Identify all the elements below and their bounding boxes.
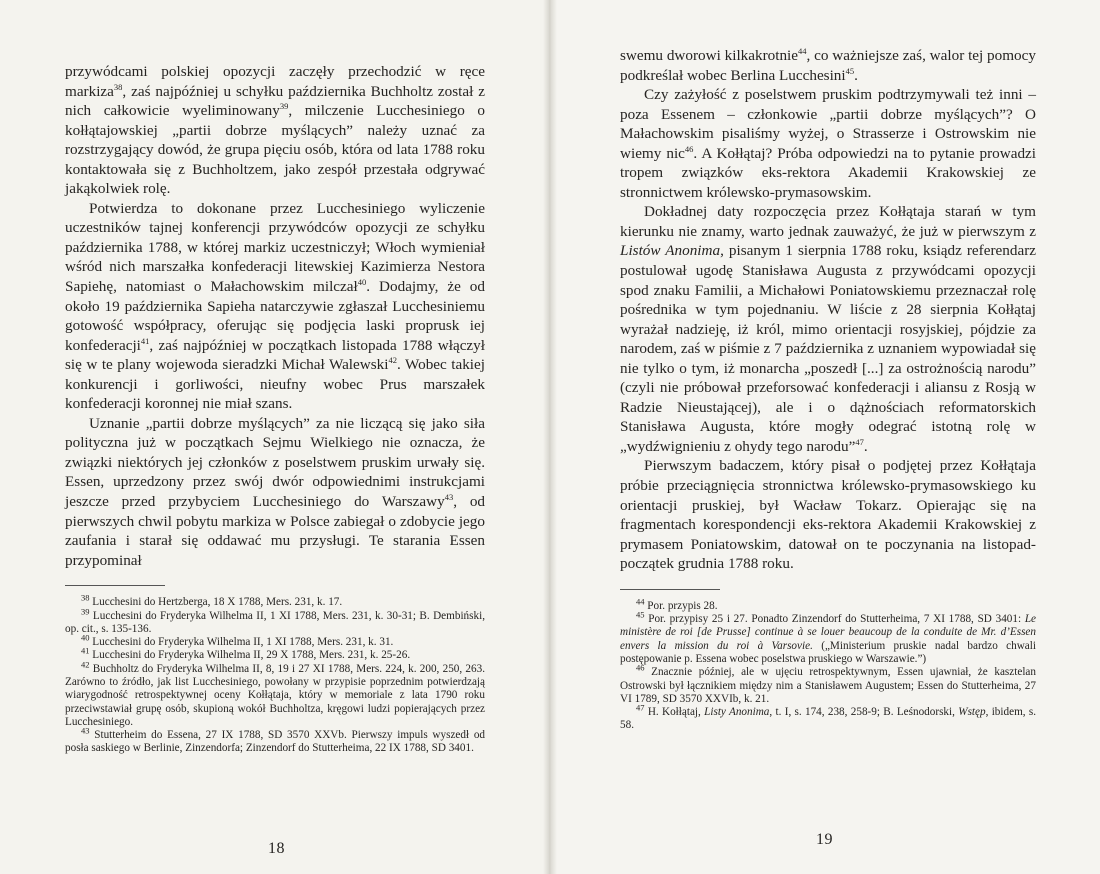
right-page xyxy=(550,0,1100,874)
body-paragraph: przywódcami polskiej opozycji zaczęły przechodzić w ręce markiza$^{38}$, zaś najpóźniej u schyłku października Buchholtz został z nich całkowicie wyeliminowany$^{39}$, milczenie Lucchesiniego o kołłątajowskiej „partii dobrze myślących” należy uznać za rozstrzygający dowód, że grupa pięciu osób, która od lata 1788 roku kontaktowała się z Buchholtzem, jako zespół przestała odgrywać jakąkolwiek rolę. xyxy=(65,63,485,198)
footnote: $^{44}$ Por. przypis 28. xyxy=(636,596,718,612)
footnote: $^{46}$ Znacznie później, ale w ujęciu retrospektywnym, Essen ujawniał, że kasztelan Ostrowski był łącznikiem między nim a Stanisławem Augustem; Essen do Stutterheima, 27 VI 1789, SD 3570 XXVIb, k. 21. xyxy=(620,662,1036,705)
body-paragraph: Potwierdza to dokonane przez Lucchesiniego wyliczenie uczestników tajnej konferencji przywódców opozycji ze schyłku października 1788, w której markiz uczestniczył; Włoch wymieniał wśród nich marszałka konfederacji litewskiej Kazimierza Nestora Sapiehę, natomiast o Małachowskim milczał$^{40}$. Dodajmy, że od około 19 października Sapieha natarczywie zgłaszał Lucchesiniemu gotowość współpracy, oferując się podjęcia laski proprusk iej konfederacji$^{41}$, zaś najpóźniej w początkach listopada 1788 włączył się w te plany wojewoda sieradzki Michał Walewski$^{42}$. Wobec takiej konkurencji i gorliwości, nieufny wobec Prus marszałek konfederacji koronnej nie miał szans. xyxy=(65,199,485,413)
body-paragraph: Pierwszym badaczem, który pisał o podjętej przez Kołłątaja próbie przeciągnięcia stronnictwa królewsko-prymasowskiego ku orientacji pruskiej, był Wacław Tokarz. Opierając się na fragmentach korespondencji eks-rektora Akademii Krakowskiej z prymasem Poniatowskim, datował on te poczynania na listopad-początek grudnia 1788 roku. xyxy=(620,457,1036,573)
footnote-divider xyxy=(65,585,165,586)
footnote: $^{45}$ Por. przypisy 25 i 27. Ponadto Zinzendorf do Stutterheima, 7 XI 1788, SD 3401: Le ministère de roi [de Prusse] continue à se louer beaucoup de la conduite de Mr. d’Essen envers la mission du roi à Varsovie. („Ministerium pruskie nadal bardzo chwali postępowanie p. Essena wobec poselstwa pruskiego w Warszawie.”) xyxy=(620,609,1037,665)
footnote: $^{38}$ Lucchesini do Hertzberga, 18 X 1788, Mers. 231, k. 17. xyxy=(81,592,343,609)
footnote-ref: 38 xyxy=(113,81,123,92)
footnote: $^{39}$ Lucchesini do Fryderyka Wilhelma II, 1 XI 1788, Mers. 231, k. 30-31; B. Dembiński, op. cit., s. 135-136. xyxy=(65,605,485,635)
footnote-ref: 44 xyxy=(798,45,807,56)
footnote: $^{42}$ Buchholtz do Fryderyka Wilhelma II, 8, 19 i 27 XI 1788, Mers. 224, k. 200, 250, 263. Zarówno to źródło, jak list Lucchesiniego, powołany w przypisie poprzednim potwierdzają wiarygodność retrospektywnej oceny Kołłątaja, który w memoriale z lata 1790 roku przeciwstawiał grupę osób, skupioną wokół Buchholtza, kręgowi ludzi popierających przez Lucchesiniego. xyxy=(65,658,486,728)
body-paragraph: Uznanie „partii dobrze myślących” za nie liczącą się jako siła polityczna już w początkach Sejmu Wielkiego nie oznacza, że związki niektórych jej członków z poselstwem pruskim urwały się. Essen, uprzedzony przez swój dwór odpowiednimi instrukcjami jeszcze przed przybyciem Lucchesiniego do Warszawy$^{43}$, od pierwszych chwil pobytu markiza w Polsce zabiegał o zdobycie jego zaufania i starał się oddawać mu przysługi. Te starania Essen przypominał xyxy=(65,414,486,569)
footnote-ref: 40 xyxy=(357,276,367,287)
footnote: $^{40}$ Lucchesini do Fryderyka Wilhelma II, 1 XI 1788, Mers. 231, k. 31. xyxy=(81,632,394,649)
footnote: $^{41}$ Lucchesini do Fryderyka Wilhelma II, 29 X 1788, Mers. 231, k. 25-26. xyxy=(81,645,411,662)
page-number: 19 xyxy=(816,831,833,848)
body-paragraph: swemu dworowi kilkakrotnie$^{44}$, co ważniejsze zaś, walor tej pomocy podkreślał wobec Berlina Lucchesini$^{45}$. xyxy=(620,45,1036,84)
footnote-ref: 43 xyxy=(444,491,454,502)
footnote: $^{47}$ H. Kołłątaj, Listy Anonima, t. I, s. 174, 238, 258-9; B. Leśnodorski, Wstęp, ibidem, s. 58. xyxy=(620,702,1037,732)
left-text-column xyxy=(65,62,485,756)
footnote-ref: 42 xyxy=(388,355,397,366)
italic-title: Listów Anonima xyxy=(620,242,721,260)
footnote: $^{43}$ Stutterheim do Essena, 27 IX 1788, SD 3570 XXVb. Pierwszy impuls wyszedł od posła saskiego w Berlinie, Zinzendorfa; Zinzendorf do Stutterheima, 22 IX 1788, SD 3401. xyxy=(65,725,486,755)
footnote-ref: 46 xyxy=(684,143,694,154)
right-text-column xyxy=(620,46,1036,733)
body-paragraph: Czy zażyłość z poselstwem pruskim podtrzymywali też inni – poza Essenem – członkowie „partii dobrze myślących”? O Małachowskim pisaliśmy wyżej, o Strasserze i Ostrowskim nie wiemy nic$^{46}$. A Kołłątaj? Próba odpowiedzi na to pytanie prowadzi tropem związków eks-rektora Akademii Krakowskiej ze stronnictwem królewsko-prymasowskim. xyxy=(620,86,1037,201)
page-number: 18 xyxy=(268,840,285,857)
book-gutter xyxy=(543,0,557,874)
body-paragraph: Dokładnej daty rozpoczęcia przez Kołłątaja starań w tym kierunku nie znamy, warto jednak zauważyć, że już w pierwszym z Listów Anonima, pisanym 1 sierpnia 1788 roku, ksiądz referendarz postulował ugodę Stanisława Augusta z przywódcami opozycji spod znaku Familii, a Michałowi Poniatowskiemu przeznaczał rolę pośrednika w tym pojednaniu. W liście z 28 sierpnia Kołłątaj wyrażał nadzieję, iż król, mimo orientacji rosyjskiej, pójdzie za narodem, zaś w piśmie z 7 października z uznaniem wypowiadał się nie tylko o tym, iż monarcha „poszedł [...] za ostrożnością narodu” (czyli nie próbował przeforsować konfederacji i aliansu z Rosją w Radzie Nieustającej), ale i o dążnościach reformatorskich Stanisława Augusta, które mogły odegrać istotną rolę w „wydźwignieniu z ohydy tego narodu”$^{47}$. xyxy=(620,203,1036,455)
footnote-divider xyxy=(620,589,720,590)
footnote-ref: 45 xyxy=(845,65,855,76)
footnote-ref: 47 xyxy=(855,436,864,447)
footnote-ref: 41 xyxy=(140,335,150,346)
footnote-ref: 39 xyxy=(279,101,289,112)
